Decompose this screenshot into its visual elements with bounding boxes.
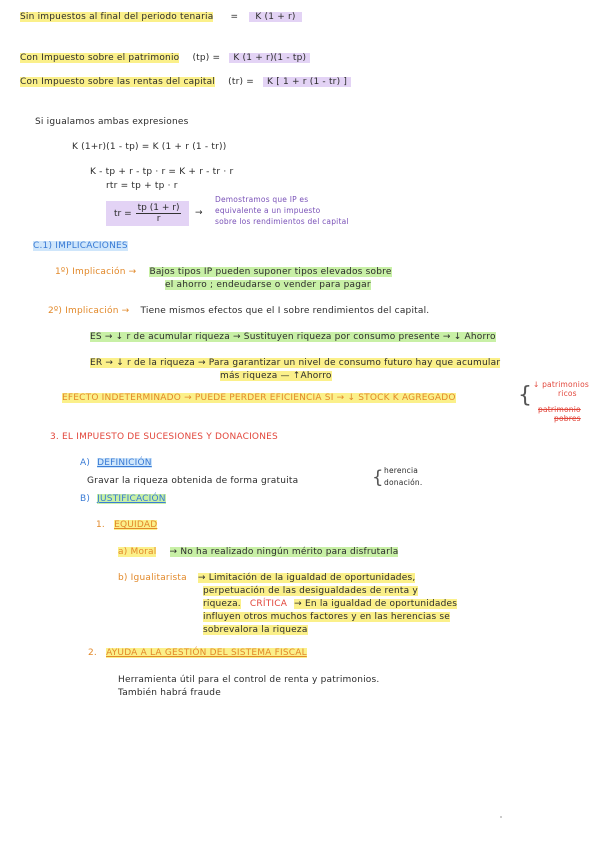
er-line-cont: más riqueza — ↑Ahorro bbox=[220, 371, 332, 381]
page-dot bbox=[500, 816, 502, 818]
definicion-opt-1: herencia bbox=[384, 466, 419, 475]
line-capital-income-tax: Con Impuesto sobre las rentas del capital (tr) = K [ 1 + r (1 - tr) ] bbox=[20, 76, 351, 88]
ayuda-heading: 2. AYUDA A LA GESTIÓN DEL SISTEMA FISCAL bbox=[88, 648, 307, 658]
igualitarista-4: influyen otros muchos factores y en las herencias se bbox=[203, 612, 451, 622]
igualitarista-line: b) Igualitarista → Limitación de la igualdad de oportunidades, bbox=[118, 573, 416, 583]
side-note-1: ↓ patrimonios bbox=[533, 380, 589, 389]
es-line: ES → ↓ r de acumular riqueza → Sustituyen riqueza por consumo presente → ↓ Ahorro bbox=[90, 332, 496, 342]
implicaciones-heading: C.1) IMPLICACIONES bbox=[33, 241, 128, 251]
fraction-arrow: → bbox=[195, 208, 203, 218]
equidad-heading: 1. EQUIDAD bbox=[96, 520, 158, 530]
equation-2: K - tp + r - tp · r = K + r - tr · r bbox=[90, 167, 234, 177]
er-line: ER → ↓ r de la riqueza → Para garantizar un nivel de consumo futuro hay que acumular bbox=[90, 358, 501, 368]
justificacion-heading: B) JUSTIFICACIÓN bbox=[80, 494, 166, 504]
demo-line-2: equivalente a un impuesto bbox=[215, 206, 321, 215]
definicion-opt-2: donación. bbox=[384, 478, 423, 487]
line-no-tax: Sin impuestos al final del periodo tenaria = K (1 + r) bbox=[20, 11, 302, 23]
fraction-result: tr = $\frac{tp (1 + r)}{r}$ bbox=[106, 201, 189, 226]
equation-3: rtr = tp + tp · r bbox=[106, 181, 178, 191]
demo-line-3: sobre los rendimientos del capital bbox=[215, 217, 349, 226]
implicacion-1: 1º) Implicación → Bajos tipos IP pueden suponer tipos elevados sobre bbox=[55, 267, 392, 277]
implicacion-1-cont: el ahorro ; endeudarse o vender para pagar bbox=[165, 280, 371, 290]
igualitarista-2: perpetuación de las desigualdades de renta y bbox=[203, 586, 418, 596]
line-wealth-tax: Con Impuesto sobre el patrimonio (tp) = K (1 + r)(1 - tp) bbox=[20, 52, 310, 64]
ayuda-text-1: Herramienta útil para el control de renta y patrimonios. bbox=[118, 675, 380, 685]
ayuda-text-2: También habrá fraude bbox=[118, 688, 221, 698]
equation-1: K (1+r)(1 - tp) = K (1 + r (1 - tr)) bbox=[72, 142, 227, 152]
implicacion-2: 2º) Implicación → Tiene mismos efectos que el I sobre rendimientos del capital. bbox=[48, 306, 430, 316]
igualitarista-3: riqueza. CRÍTICA → En la igualdad de oportunidades bbox=[203, 599, 458, 609]
definicion-heading: A) DEFINICIÓN bbox=[80, 458, 152, 468]
equate-text: Si igualamos ambas expresiones bbox=[35, 117, 189, 127]
igualitarista-5: sobrevalora la riqueza bbox=[203, 625, 308, 635]
section3-heading: 3. EL IMPUESTO DE SUCESIONES Y DONACIONES bbox=[50, 432, 278, 442]
side-note-2: patrimonio bbox=[538, 405, 581, 414]
side-note-1b: ricos bbox=[558, 389, 577, 398]
efecto-indeterminado: EFECTO INDETERMINADO → PUEDE PERDER EFICIENCIA SI → ↓ STOCK K AGREGADO bbox=[62, 393, 456, 403]
moral-line: a) Moral → No ha realizado ningún mérito para disfrutarla bbox=[118, 547, 399, 557]
demo-line-1: Demostramos que IP es bbox=[215, 195, 309, 204]
brace-2: { bbox=[372, 467, 384, 488]
definicion-text: Gravar la riqueza obtenida de forma gratuita bbox=[87, 476, 299, 486]
side-note-2b: pobres bbox=[554, 414, 581, 423]
brace: { bbox=[518, 383, 532, 408]
